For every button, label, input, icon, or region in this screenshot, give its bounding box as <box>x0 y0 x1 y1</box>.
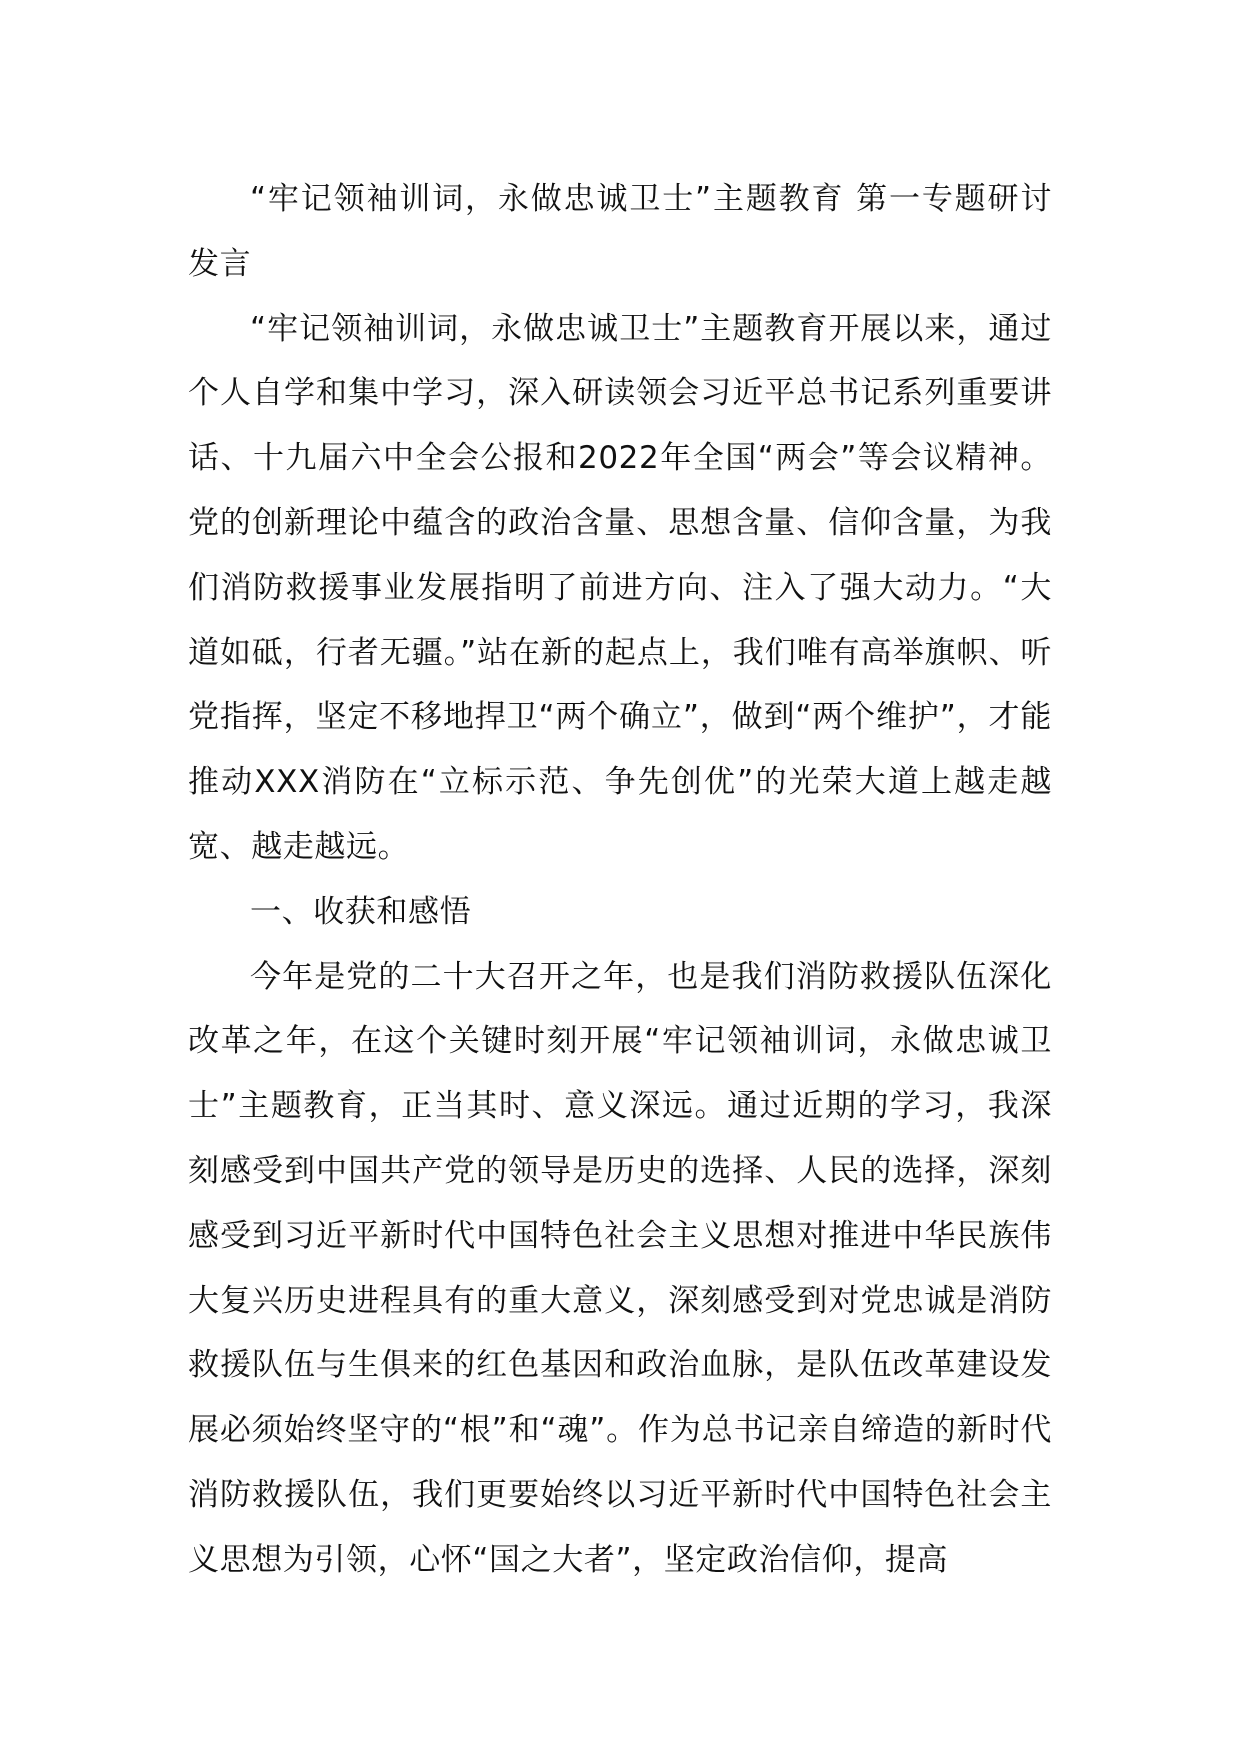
intro-paragraph: “牢记领袖训词，永做忠诚卫士”主题教育开展以来，通过个人自学和集中学习，深入研读领会习近平总书记系列重要讲话、十九届六中全会公报和2022年全国“两会”等会议精神。党的创新理论中蕴含的政治含量、思想含量、信仰含量，为我们消防救援事业发展指明了前进方向、注入了强大动力。“大道如砥，行者无疆。”站在新的起点上，我们唯有高举旗帜、听党指挥，坚定不移地捍卫“两个确立”，做到“两个维护”，才能推动XXX消防在“立标示范、争先创优”的光荣大道上越走越宽、越走越远。 <box>188 310 1052 865</box>
document-body <box>188 167 1052 1593</box>
document-title: “牢记领袖训词，永做忠诚卫士”主题教育 第一专题研讨发言 <box>188 181 1052 282</box>
section-1-paragraph: 今年是党的二十大召开之年，也是我们消防救援队伍深化改革之年，在这个关键时刻开展“牢记领袖训词，永做忠诚卫士”主题教育，正当其时、意义深远。通过近期的学习，我深刻感受到中国共产党的领导是历史的选择、人民的选择，深刻感受到习近平新时代中国特色社会主义思想对推进中华民族伟大复兴历史进程具有的重大意义，深刻感受到对党忠诚是消防救援队伍与生俱来的红色基因和政治血脉，是队伍改革建设发展必须始终坚守的“根”和“魂”。作为总书记亲自缔造的新时代消防救援队伍，我们更要始终以习近平新时代中国特色社会主义思想为引领，心怀“国之大者”，坚定政治信仰，提高 <box>188 958 1052 1578</box>
section-heading-1: 一、收获和感悟 <box>250 893 472 930</box>
